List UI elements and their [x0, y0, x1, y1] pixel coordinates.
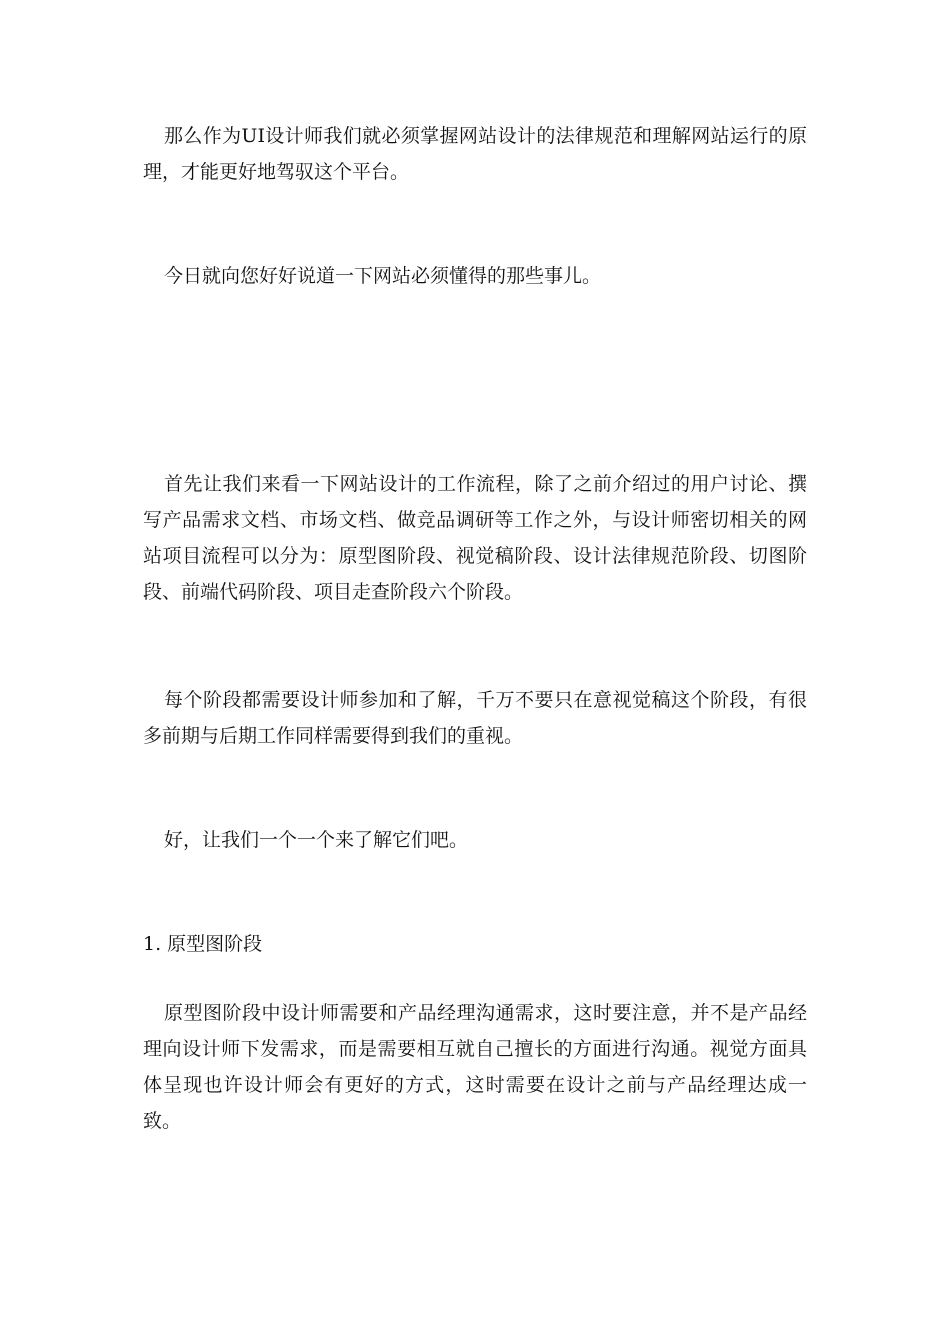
paragraph-today: 今日就向您好好说道一下网站必须懂得的那些事儿。 — [164, 265, 602, 287]
section-heading-prototype: 1. 原型图阶段 — [143, 933, 263, 955]
paragraph-lets-learn: 好，让我们一个一个来了解它们吧。 — [164, 829, 469, 851]
paragraph-each-stage: 每个阶段都需要设计师参加和了解，千万不要只在意视觉稿这个阶段，有很多前期与后期工作同样需要得到我们的重视。 — [143, 689, 807, 747]
paragraph-intro: 那么作为UI设计师我们就必须掌握网站设计的法律规范和理解网站运行的原理，才能更好地驾驭这个平台。 — [143, 125, 807, 183]
paragraph-prototype-stage: 原型图阶段中设计师需要和产品经理沟通需求，这时要注意，并不是产品经理向设计师下发需求，而是需要相互就自己擅长的方面进行沟通。视觉方面具体呈现也许设计师会有更好的方式，这时需要在设计之前与产品经理达成一致。 — [143, 1002, 807, 1132]
paragraph-workflow: 首先让我们来看一下网站设计的工作流程，除了之前介绍过的用户讨论、撰写产品需求文档、市场文档、做竞品调研等工作之外，与设计师密切相关的网站项目流程可以分为：原型图阶段、视觉稿阶段、设计法律规范阶段、切图阶段、前端代码阶段、项目走查阶段六个阶段。 — [143, 473, 807, 603]
